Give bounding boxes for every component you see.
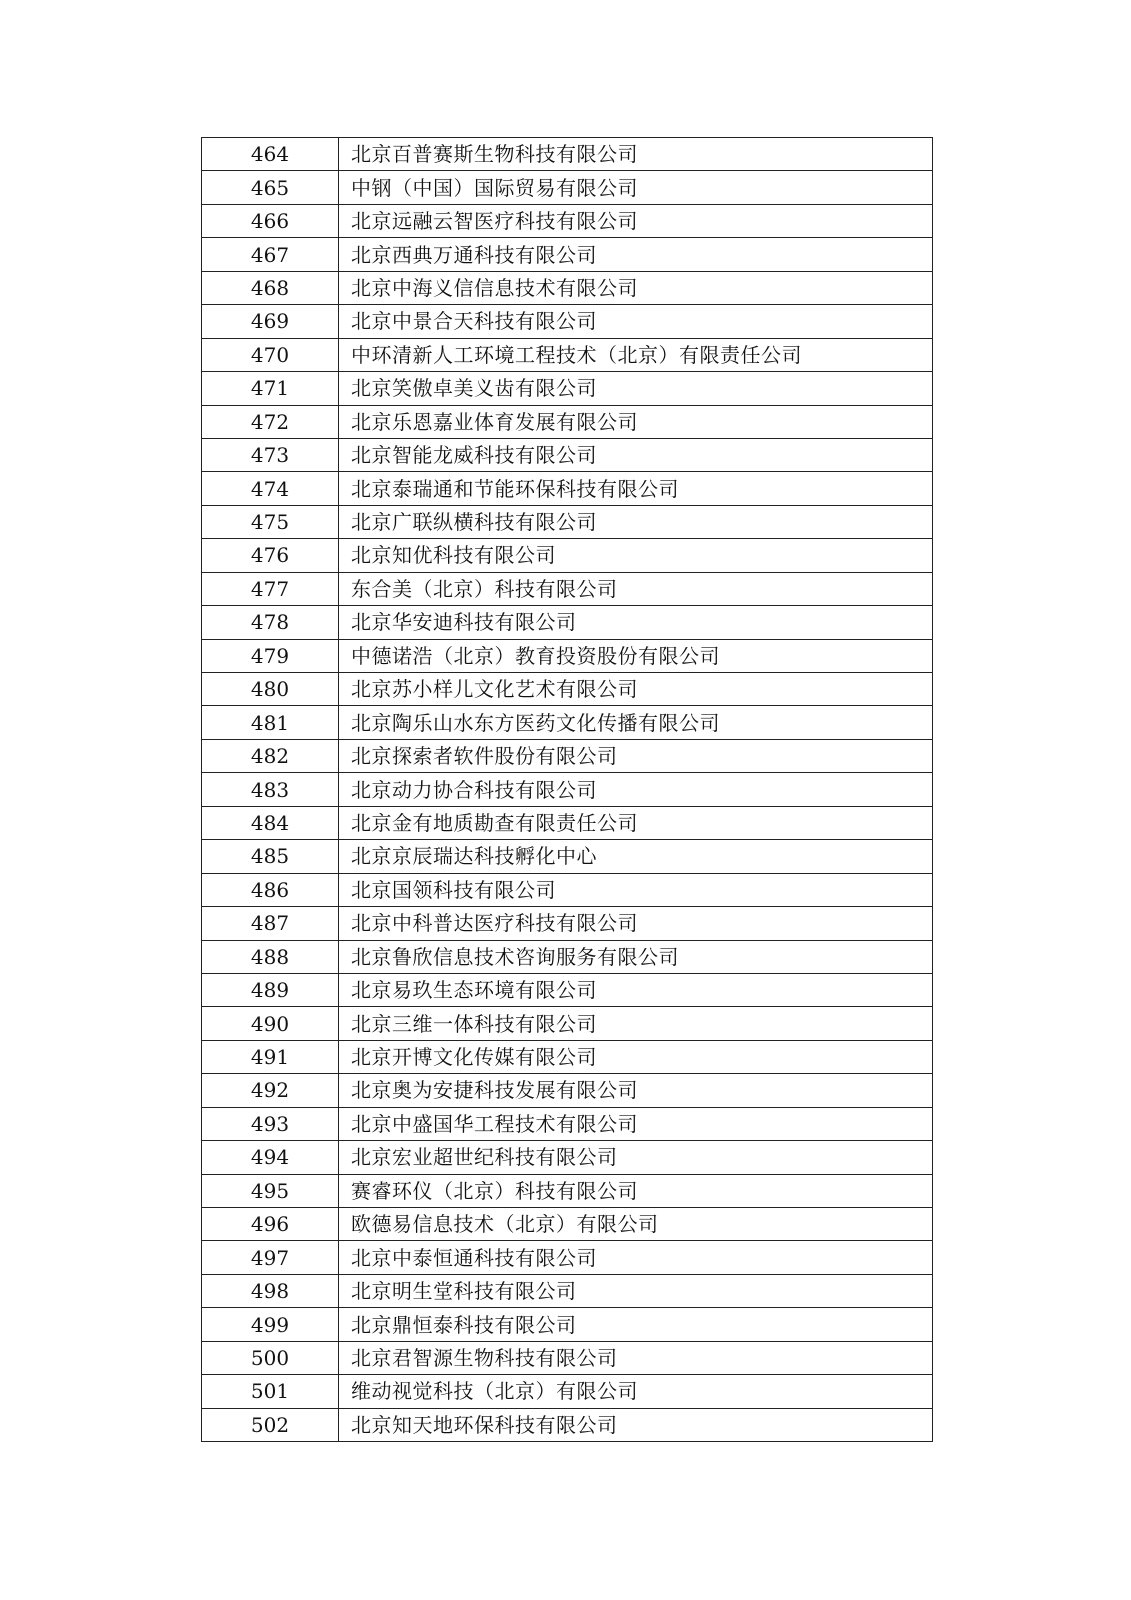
company-name-cell: 北京知天地环保科技有限公司 — [339, 1408, 933, 1441]
row-number-cell: 502 — [202, 1408, 339, 1441]
company-name-cell: 北京知优科技有限公司 — [339, 539, 933, 572]
company-name-cell: 北京三维一体科技有限公司 — [339, 1007, 933, 1040]
table-row — [202, 1274, 933, 1307]
table-row — [202, 204, 933, 237]
company-name-cell: 中钢（中国）国际贸易有限公司 — [339, 171, 933, 204]
table-row — [202, 1107, 933, 1140]
company-name-cell: 赛睿环仪（北京）科技有限公司 — [339, 1174, 933, 1207]
row-number-cell: 485 — [202, 840, 339, 873]
table-row — [202, 1074, 933, 1107]
company-name-cell: 北京探索者软件股份有限公司 — [339, 739, 933, 772]
row-number-cell: 481 — [202, 706, 339, 739]
row-number-cell: 482 — [202, 739, 339, 772]
row-number-cell: 474 — [202, 472, 339, 505]
row-number-cell: 488 — [202, 940, 339, 973]
row-number-cell: 467 — [202, 238, 339, 271]
company-name-cell: 北京远融云智医疗科技有限公司 — [339, 204, 933, 237]
table-row — [202, 1007, 933, 1040]
company-list-table — [201, 137, 933, 1442]
company-name-cell: 北京西典万通科技有限公司 — [339, 238, 933, 271]
row-number-cell: 500 — [202, 1341, 339, 1374]
company-name-cell: 北京陶乐山水东方医药文化传播有限公司 — [339, 706, 933, 739]
table-row — [202, 372, 933, 405]
table-row — [202, 171, 933, 204]
table-row — [202, 539, 933, 572]
company-name-cell: 北京动力协合科技有限公司 — [339, 773, 933, 806]
row-number-cell: 470 — [202, 338, 339, 371]
table-row — [202, 271, 933, 304]
table-row — [202, 1408, 933, 1441]
row-number-cell: 496 — [202, 1208, 339, 1241]
table-row — [202, 138, 933, 171]
row-number-cell: 498 — [202, 1274, 339, 1307]
table-row — [202, 840, 933, 873]
table-row — [202, 438, 933, 471]
row-number-cell: 472 — [202, 405, 339, 438]
company-name-cell: 维动视觉科技（北京）有限公司 — [339, 1375, 933, 1408]
company-name-cell: 北京中海义信信息技术有限公司 — [339, 271, 933, 304]
company-name-cell: 北京开博文化传媒有限公司 — [339, 1040, 933, 1073]
table-row — [202, 572, 933, 605]
table-row — [202, 1308, 933, 1341]
company-name-cell: 北京中科普达医疗科技有限公司 — [339, 907, 933, 940]
company-name-cell: 北京百普赛斯生物科技有限公司 — [339, 138, 933, 171]
company-name-cell: 北京鼎恒泰科技有限公司 — [339, 1308, 933, 1341]
table-row — [202, 338, 933, 371]
row-number-cell: 465 — [202, 171, 339, 204]
row-number-cell: 499 — [202, 1308, 339, 1341]
table-row — [202, 1040, 933, 1073]
row-number-cell: 476 — [202, 539, 339, 572]
table-row — [202, 639, 933, 672]
company-name-cell: 北京智能龙威科技有限公司 — [339, 438, 933, 471]
row-number-cell: 497 — [202, 1241, 339, 1274]
table-row — [202, 773, 933, 806]
row-number-cell: 494 — [202, 1141, 339, 1174]
table-row — [202, 1341, 933, 1374]
row-number-cell: 490 — [202, 1007, 339, 1040]
table-row — [202, 1174, 933, 1207]
table-row — [202, 1208, 933, 1241]
table-row — [202, 405, 933, 438]
company-name-cell: 北京金有地质勘查有限责任公司 — [339, 806, 933, 839]
table-row — [202, 1241, 933, 1274]
company-name-cell: 北京广联纵横科技有限公司 — [339, 505, 933, 538]
company-name-cell: 东合美（北京）科技有限公司 — [339, 572, 933, 605]
row-number-cell: 486 — [202, 873, 339, 906]
table-row — [202, 973, 933, 1006]
row-number-cell: 493 — [202, 1107, 339, 1140]
row-number-cell: 483 — [202, 773, 339, 806]
company-name-cell: 北京泰瑞通和节能环保科技有限公司 — [339, 472, 933, 505]
row-number-cell: 484 — [202, 806, 339, 839]
company-name-cell: 北京中泰恒通科技有限公司 — [339, 1241, 933, 1274]
company-name-cell: 北京国领科技有限公司 — [339, 873, 933, 906]
row-number-cell: 495 — [202, 1174, 339, 1207]
company-name-cell: 北京易玖生态环境有限公司 — [339, 973, 933, 1006]
row-number-cell: 471 — [202, 372, 339, 405]
company-name-cell: 北京笑傲卓美义齿有限公司 — [339, 372, 933, 405]
table-row — [202, 505, 933, 538]
company-name-cell: 北京京辰瑞达科技孵化中心 — [339, 840, 933, 873]
company-name-cell: 中环清新人工环境工程技术（北京）有限责任公司 — [339, 338, 933, 371]
table-row — [202, 907, 933, 940]
company-name-cell: 北京宏业超世纪科技有限公司 — [339, 1141, 933, 1174]
row-number-cell: 501 — [202, 1375, 339, 1408]
company-name-cell: 北京乐恩嘉业体育发展有限公司 — [339, 405, 933, 438]
row-number-cell: 479 — [202, 639, 339, 672]
company-name-cell: 北京中景合天科技有限公司 — [339, 305, 933, 338]
row-number-cell: 469 — [202, 305, 339, 338]
table-row — [202, 1375, 933, 1408]
table-row — [202, 673, 933, 706]
row-number-cell: 466 — [202, 204, 339, 237]
table-row — [202, 305, 933, 338]
row-number-cell: 477 — [202, 572, 339, 605]
company-name-cell: 北京中盛国华工程技术有限公司 — [339, 1107, 933, 1140]
row-number-cell: 464 — [202, 138, 339, 171]
company-name-cell: 欧德易信息技术（北京）有限公司 — [339, 1208, 933, 1241]
row-number-cell: 473 — [202, 438, 339, 471]
company-name-cell: 北京奥为安捷科技发展有限公司 — [339, 1074, 933, 1107]
row-number-cell: 475 — [202, 505, 339, 538]
company-name-cell: 北京苏小样儿文化艺术有限公司 — [339, 673, 933, 706]
table-row — [202, 739, 933, 772]
table-row — [202, 940, 933, 973]
table-row — [202, 238, 933, 271]
row-number-cell: 487 — [202, 907, 339, 940]
table-row — [202, 706, 933, 739]
table-row — [202, 806, 933, 839]
row-number-cell: 468 — [202, 271, 339, 304]
table-row — [202, 606, 933, 639]
company-name-cell: 北京君智源生物科技有限公司 — [339, 1341, 933, 1374]
company-list-body — [202, 138, 933, 1442]
table-row — [202, 1141, 933, 1174]
company-name-cell: 北京鲁欣信息技术咨询服务有限公司 — [339, 940, 933, 973]
table-row — [202, 472, 933, 505]
table-row — [202, 873, 933, 906]
company-name-cell: 北京华安迪科技有限公司 — [339, 606, 933, 639]
row-number-cell: 491 — [202, 1040, 339, 1073]
row-number-cell: 478 — [202, 606, 339, 639]
row-number-cell: 489 — [202, 973, 339, 1006]
company-name-cell: 北京明生堂科技有限公司 — [339, 1274, 933, 1307]
company-name-cell: 中德诺浩（北京）教育投资股份有限公司 — [339, 639, 933, 672]
row-number-cell: 492 — [202, 1074, 339, 1107]
row-number-cell: 480 — [202, 673, 339, 706]
